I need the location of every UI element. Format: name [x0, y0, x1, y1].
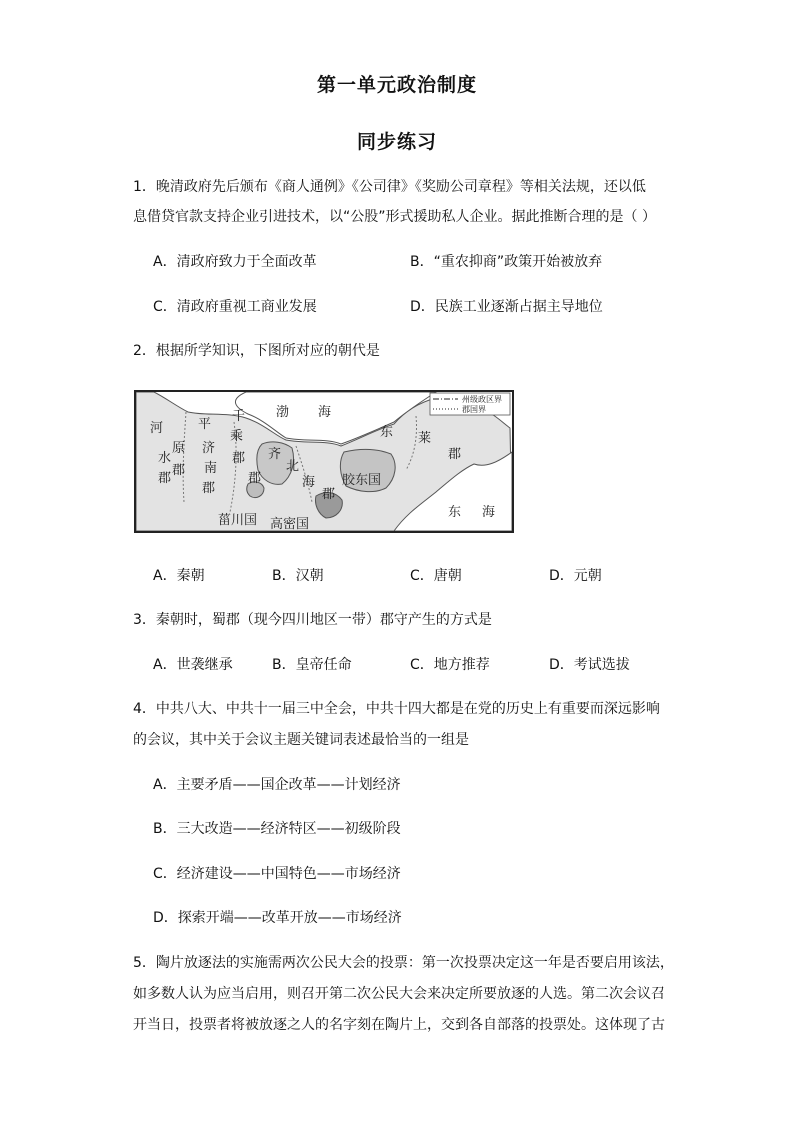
legend-prefecture-border: 州级政区界 [462, 395, 502, 404]
map-label: 水 [158, 451, 172, 466]
map-label: 海 [318, 405, 332, 420]
map-label: 高密国 [270, 517, 310, 531]
map-label: 南 [204, 461, 218, 476]
map-label: 郡 [202, 481, 216, 496]
question-2-line-1: 2．根据所学知识，下图所对应的朝代是 [133, 343, 380, 359]
map-label: 莱 [418, 431, 432, 446]
map-label: 海 [482, 505, 496, 520]
map-label: 东 [448, 505, 462, 520]
map-label: 胶东国 [342, 473, 382, 488]
map-label: 郡 [158, 471, 172, 486]
q2-option-d: D．元朝 [549, 568, 602, 584]
question-3-line-1: 3．秦朝时，蜀郡（现今四川地区一带）郡守产生的方式是 [133, 612, 492, 628]
q3-option-b: B．皇帝任命 [272, 657, 352, 673]
map-label: 东 [380, 425, 394, 440]
question-1-line-2: 息借贷官款支持企业引进技术，以“公股”形式援助私人企业。据此推断合理的是（ ） [133, 209, 656, 225]
map-label: 千 [232, 409, 246, 424]
q1-option-d: D．民族工业逐渐占据主导地位 [410, 299, 603, 315]
question-5-line-3: 开当日，投票者将被放逐之人的名字刻在陶片上，交到各自部落的投票处。这体现了古 [133, 1017, 665, 1033]
question-5-line-1: 5．陶片放逐法的实施需两次公民大会的投票：第一次投票决定这一年是否要启用该法， [133, 955, 674, 971]
legend-commandery-border: 郡国界 [462, 405, 486, 414]
map-label: 北 [286, 459, 300, 474]
q4-option-d: D．探索开端——改革开放——市场经济 [153, 910, 402, 926]
map-label: 郡 [248, 471, 262, 486]
question-4-line-1: 4．中共八大、中共十一届三中全会，中共十四大都是在党的历史上有重要而深远影响 [133, 701, 660, 717]
map-label: 郡 [232, 451, 246, 466]
q3-option-a: A．世袭继承 [153, 657, 233, 673]
q2-option-c: C．唐朝 [410, 568, 462, 584]
question-4-line-2: 的会议，其中关于会议主题关键词表述最恰当的一组是 [133, 732, 469, 748]
han-dynasty-map [134, 390, 514, 533]
q4-option-a: A．主要矛盾——国企改革——计划经济 [153, 777, 401, 793]
map-label: 河 [150, 421, 164, 436]
q1-option-a: A．清政府致力于全面改革 [153, 254, 317, 270]
q2-option-a: A．秦朝 [153, 568, 205, 584]
q3-option-d: D．考试选拔 [549, 657, 630, 673]
q1-option-b: B．“重农抑商”政策开始被放弃 [410, 254, 603, 270]
q4-option-c: C．经济建设——中国特色——市场经济 [153, 866, 401, 882]
map-label: 郡 [448, 447, 462, 462]
page-subtitle: 同步练习 [356, 131, 437, 153]
map-label: 渤 [276, 405, 290, 420]
q4-option-b: B．三大改造——经济特区——初级阶段 [153, 821, 401, 837]
map-label: 郡 [322, 487, 336, 502]
map-label: 济 [202, 441, 216, 456]
question-1-line-1: 1．晚清政府先后颁布《商人通例》《公司律》《奖励公司章程》等相关法规，还以低 [133, 179, 646, 195]
map-label: 海 [302, 475, 316, 490]
map-label: 菑川国 [218, 513, 258, 528]
question-5-line-2: 如多数人认为应当启用，则召开第二次公民大会来决定所要放逐的人选。第二次会议召 [133, 986, 665, 1002]
map-legend [430, 393, 510, 415]
q2-option-b: B．汉朝 [272, 568, 324, 584]
q3-option-c: C．地方推荐 [410, 657, 490, 673]
map-label: 乘 [230, 429, 244, 444]
page-title: 第一单元政治制度 [316, 74, 477, 96]
map-label: 齐 [268, 447, 282, 462]
map-label: 郡 [172, 463, 186, 478]
q1-option-c: C．清政府重视工商业发展 [153, 299, 317, 315]
map-label: 原 [172, 441, 186, 456]
map-label: 平 [198, 417, 212, 432]
